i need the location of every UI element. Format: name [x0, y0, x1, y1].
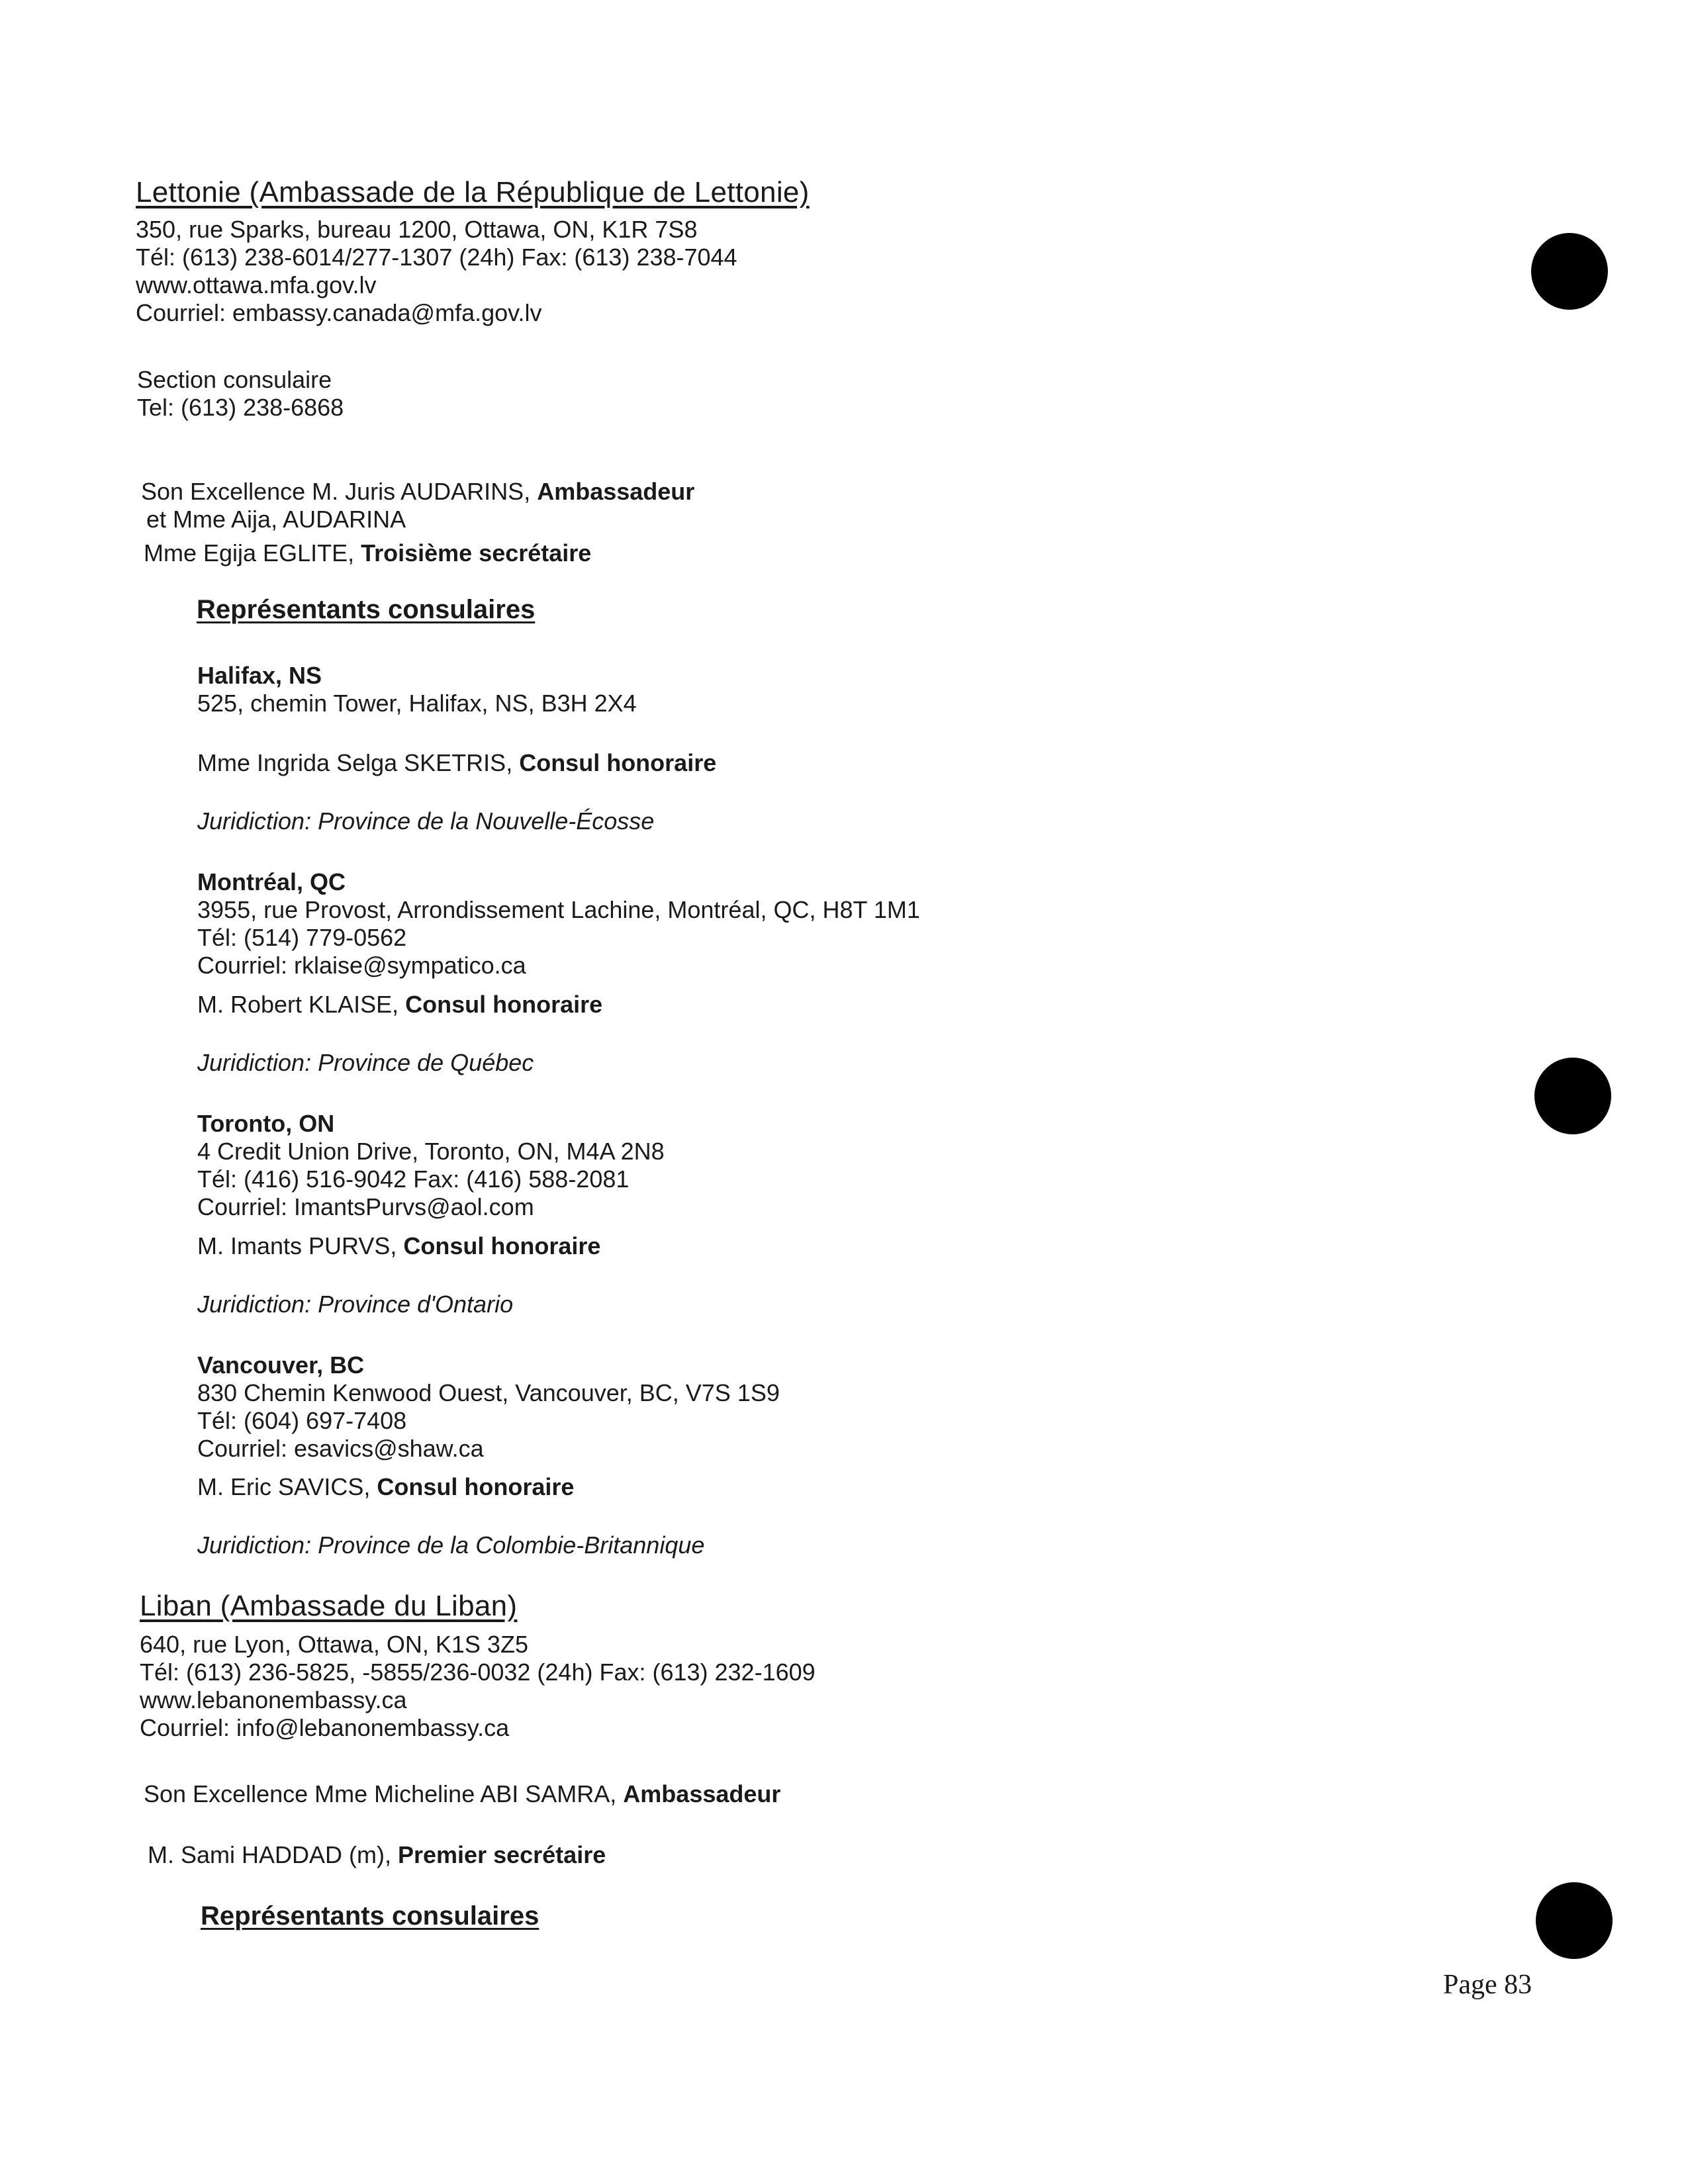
punch-hole-icon [1534, 1058, 1611, 1134]
staff-name: Son Excellence M. Juris AUDARINS, [141, 478, 538, 505]
liban-website: www.lebanonembassy.ca [140, 1686, 407, 1713]
contact-name: M. Eric SAVICS, [197, 1473, 377, 1500]
staff-title: Premier secrétaire [398, 1841, 606, 1868]
staff-name: M. Sami HADDAD (m), [148, 1841, 398, 1868]
lettonie-staff-ambassador [141, 478, 694, 506]
lettonie-email: Courriel: embassy.canada@mfa.gov.lv [136, 299, 542, 326]
lettonie-consular-phone: Tel: (613) 238-6868 [137, 394, 344, 421]
lettonie-representatives-heading: Représentants consulaires [197, 595, 536, 624]
consulate-address: 525, chemin Tower, Halifax, NS, B3H 2X4 [197, 690, 637, 717]
liban-heading: Liban (Ambassade du Liban) [140, 1590, 518, 1622]
consulate-jurisdiction: Juridiction: Province de la Nouvelle-Écosse [197, 807, 655, 835]
consulate-contact [197, 1473, 574, 1501]
lettonie-website: www.ottawa.mfa.gov.lv [136, 271, 377, 298]
liban-staff-secretary [148, 1841, 606, 1869]
consulate-jurisdiction: Juridiction: Province d'Ontario [197, 1291, 514, 1318]
consulate-phone: Tél: (604) 697-7408 [197, 1407, 407, 1434]
consulate-contact [197, 1232, 600, 1260]
liban-phone: Tél: (613) 236-5825, -5855/236-0032 (24h) Fax: (613) 232-1609 [140, 1659, 816, 1686]
consulate-phone: Tél: (416) 516-9042 Fax: (416) 588-2081 [197, 1165, 630, 1193]
liban-staff-ambassador [144, 1780, 780, 1808]
consulate-email: Courriel: rklaise@sympatico.ca [197, 952, 526, 979]
consulate-contact [197, 991, 602, 1019]
liban-representatives-heading: Représentants consulaires [201, 1901, 539, 1931]
consulate-jurisdiction: Juridiction: Province de la Colombie-Britannique [197, 1531, 705, 1559]
punch-hole-icon [1531, 233, 1608, 310]
punch-hole-icon [1536, 1882, 1613, 1959]
contact-title: Consul honoraire [377, 1473, 575, 1500]
contact-name: M. Imants PURVS, [197, 1232, 404, 1259]
staff-title: Ambassadeur [537, 478, 695, 505]
consulate-jurisdiction: Juridiction: Province de Québec [197, 1049, 534, 1076]
lettonie-staff-secretary [144, 539, 591, 567]
consulate-city: Halifax, NS [197, 662, 322, 689]
staff-name: Son Excellence Mme Micheline ABI SAMRA, [144, 1780, 624, 1807]
page-number: Page 83 [1443, 1970, 1532, 2000]
staff-name: Mme Egija EGLITE, [144, 539, 361, 567]
consulate-email: Courriel: ImantsPurvs@aol.com [197, 1193, 534, 1220]
consulate-contact [197, 749, 716, 777]
liban-address: 640, rue Lyon, Ottawa, ON, K1S 3Z5 [140, 1631, 528, 1658]
consulate-city: Toronto, ON [197, 1110, 335, 1137]
consulate-city: Vancouver, BC [197, 1351, 365, 1379]
staff-name: et Mme Aija, AUDARINA [146, 506, 406, 533]
lettonie-consular-section: Section consulaire [137, 366, 332, 393]
consulate-phone: Tél: (514) 779-0562 [197, 924, 407, 951]
consulate-address: 4 Credit Union Drive, Toronto, ON, M4A 2N8 [197, 1138, 665, 1165]
lettonie-staff-spouse [146, 506, 406, 533]
consulate-city: Montréal, QC [197, 868, 346, 895]
contact-title: Consul honoraire [519, 749, 717, 776]
consulate-address: 830 Chemin Kenwood Ouest, Vancouver, BC, V7S 1S9 [197, 1379, 780, 1406]
lettonie-address: 350, rue Sparks, bureau 1200, Ottawa, ON, K1R 7S8 [136, 216, 698, 243]
liban-email: Courriel: info@lebanonembassy.ca [140, 1714, 510, 1741]
staff-title: Ambassadeur [623, 1780, 781, 1807]
lettonie-heading: Lettonie (Ambassade de la République de Lettonie) [136, 176, 810, 208]
contact-name: Mme Ingrida Selga SKETRIS, [197, 749, 520, 776]
consulate-email: Courriel: esavics@shaw.ca [197, 1435, 484, 1462]
lettonie-phone: Tél: (613) 238-6014/277-1307 (24h) Fax: (613) 238-7044 [136, 244, 737, 271]
contact-title: Consul honoraire [403, 1232, 601, 1259]
contact-name: M. Robert KLAISE, [197, 991, 406, 1018]
consulate-address: 3955, rue Provost, Arrondissement Lachine, Montréal, QC, H8T 1M1 [197, 896, 920, 923]
contact-title: Consul honoraire [405, 991, 603, 1018]
staff-title: Troisième secrétaire [361, 539, 592, 567]
